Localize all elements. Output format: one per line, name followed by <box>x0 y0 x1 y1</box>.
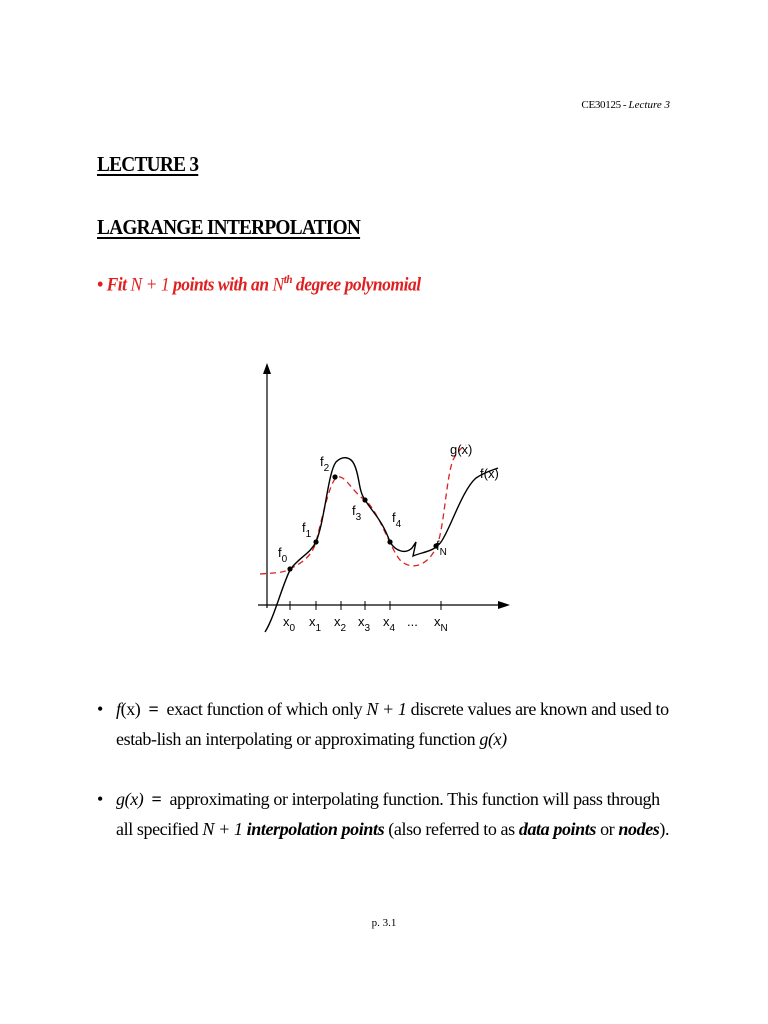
header-lecture-label: Lecture 3 <box>628 99 670 111</box>
label-xN: $x_N$ <box>434 614 448 634</box>
bullet-text-after: degree polynomial <box>295 274 421 296</box>
exact-curve-f <box>265 458 498 632</box>
bullet-glyph: • <box>97 699 103 719</box>
highlight-bullet <box>97 272 421 296</box>
bullet-text-middle: points with an <box>173 274 269 296</box>
label-x4: $x_4$ <box>383 614 396 634</box>
node-4 <box>387 539 392 544</box>
label-g-x: g(x) <box>450 442 473 457</box>
x-axis-arrow <box>498 601 510 609</box>
label-x0: $x_0$ <box>283 614 296 634</box>
func-f: f <box>116 699 121 719</box>
label-f1: $f_1$ <box>302 520 312 540</box>
g-text-4: ). <box>659 819 670 839</box>
node-1 <box>313 539 318 544</box>
f-text-2: discrete values are known and used to estab-lish an interpolating or approximating function <box>116 699 669 749</box>
running-header <box>581 99 670 111</box>
emph-nodes: nodes <box>618 819 660 839</box>
label-fN: $f_N$ <box>436 538 447 558</box>
func-g-arg: (x) <box>124 789 144 809</box>
emph-interpolation-points: interpolation points <box>246 819 385 839</box>
g-text-1: approximating or interpolating function. This function will pass through all specified <box>116 789 660 839</box>
equals-sign: = <box>151 789 162 809</box>
func-g: g <box>479 729 488 749</box>
label-x1: $x_1$ <box>309 614 322 634</box>
label-f2: $f_2$ <box>320 454 330 474</box>
node-3 <box>362 497 367 502</box>
label-f4: $f_4$ <box>392 510 402 530</box>
equals-sign: = <box>148 699 159 719</box>
interpolation-figure <box>250 360 520 650</box>
course-code: CE30125 <box>581 99 621 111</box>
math-n: N <box>272 274 284 296</box>
y-axis-arrow <box>263 363 271 374</box>
label-f-x: f(x) <box>480 466 499 481</box>
emph-data-points: data points <box>518 819 596 839</box>
func-f-arg: (x) <box>120 699 141 719</box>
approximating-curve-g <box>260 445 466 574</box>
superscript-th: th <box>283 272 293 286</box>
label-ellipsis: ... <box>407 614 418 629</box>
header-separator: - <box>622 99 627 111</box>
node-2 <box>332 474 337 479</box>
section-title: LAGRANGE INTERPOLATION <box>97 215 361 239</box>
func-g: g <box>116 789 125 809</box>
label-x2: $x_2$ <box>334 614 347 634</box>
math-n-plus-1: N + 1 <box>202 819 243 839</box>
label-f0: $f_0$ <box>278 545 288 565</box>
f-definition-paragraph <box>97 694 677 754</box>
page-number: p. 3.1 <box>371 917 397 929</box>
label-f3: $f_3$ <box>352 503 362 523</box>
bullet-glyph: • <box>97 274 103 296</box>
bullet-text-before: Fit <box>106 274 127 296</box>
g-text-3: or <box>600 819 615 839</box>
g-text-2: (also referred to as <box>388 819 515 839</box>
node-0 <box>287 566 292 571</box>
func-g-arg: (x) <box>487 729 507 749</box>
g-definition-paragraph <box>97 784 677 844</box>
data-points <box>287 474 438 571</box>
label-x3: $x_3$ <box>358 614 371 634</box>
f-text-1: exact function of which only <box>166 699 363 719</box>
bullet-glyph: • <box>97 789 103 809</box>
lecture-title: LECTURE 3 <box>97 152 199 176</box>
math-n-plus-1: N + 1 <box>130 274 170 296</box>
math-n-plus-1: N + 1 <box>366 699 407 719</box>
